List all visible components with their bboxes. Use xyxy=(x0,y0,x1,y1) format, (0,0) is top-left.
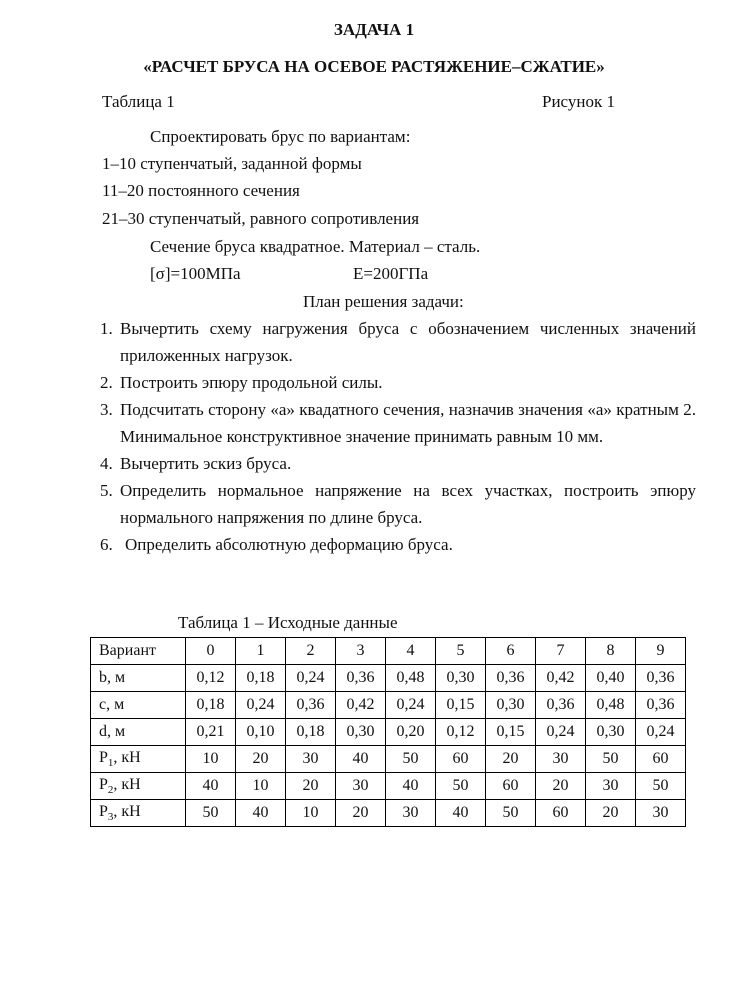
solution-steps xyxy=(100,315,696,558)
row-label-cell: b, м xyxy=(91,665,186,692)
header-label-cell: Вариант xyxy=(91,638,186,665)
step-number: 6. xyxy=(100,535,113,554)
value-cell: 0,18 xyxy=(186,692,236,719)
value-cell: 0,24 xyxy=(536,719,586,746)
label-subscript: 1 xyxy=(107,757,114,770)
table-row xyxy=(91,800,686,827)
variant-header-cell: 2 xyxy=(286,638,336,665)
table-header-row xyxy=(91,638,686,665)
value-cell: 20 xyxy=(486,746,536,773)
step-item xyxy=(100,450,696,477)
step-text: Подсчитать сторону «а» квадатного сечения, назначив значения «а» кратным 2. Минимальное конструктивное значение принимать равным 10 мм. xyxy=(120,400,696,446)
value-cell: 0,30 xyxy=(486,692,536,719)
label-symbol: P xyxy=(99,775,108,793)
material-line: Сечение бруса квадратное. Материал – сталь. xyxy=(150,237,481,256)
label-unit: , кН xyxy=(113,775,141,793)
value-cell: 60 xyxy=(486,773,536,800)
step-item xyxy=(100,396,696,450)
row-label-cell xyxy=(91,773,186,800)
variant-header-cell: 5 xyxy=(436,638,486,665)
step-number: 2. xyxy=(100,373,113,392)
step-number: 1. xyxy=(100,319,113,338)
step-item xyxy=(100,477,696,531)
value-cell: 40 xyxy=(386,773,436,800)
value-cell: 0,30 xyxy=(336,719,386,746)
step-item xyxy=(100,369,696,396)
value-cell: 20 xyxy=(286,773,336,800)
value-cell: 20 xyxy=(586,800,636,827)
value-cell: 0,24 xyxy=(386,692,436,719)
value-cell: 40 xyxy=(336,746,386,773)
figure-reference: Рисунок 1 xyxy=(542,92,615,111)
table-row xyxy=(91,665,686,692)
variant-header-cell: 3 xyxy=(336,638,386,665)
label-unit: , кН xyxy=(113,748,141,766)
value-cell: 0,24 xyxy=(636,719,686,746)
label-symbol: P xyxy=(99,802,108,820)
value-cell: 0,15 xyxy=(486,719,536,746)
variant-header-cell: 7 xyxy=(536,638,586,665)
value-cell: 50 xyxy=(636,773,686,800)
value-cell: 0,36 xyxy=(636,692,686,719)
value-cell: 10 xyxy=(236,773,286,800)
label-symbol: P xyxy=(99,748,108,766)
value-cell: 20 xyxy=(336,800,386,827)
value-cell: 0,20 xyxy=(386,719,436,746)
input-data-table xyxy=(90,637,686,827)
step-text: Вычертить эскиз бруса. xyxy=(120,454,292,473)
value-cell: 40 xyxy=(186,773,236,800)
value-cell: 40 xyxy=(236,800,286,827)
value-cell: 30 xyxy=(336,773,386,800)
step-text: Построить эпюру продольной силы. xyxy=(120,373,383,392)
variant-header-cell: 4 xyxy=(386,638,436,665)
intro-line-3: 11–20 постоянного сечения xyxy=(102,181,300,200)
value-cell: 0,48 xyxy=(386,665,436,692)
row-label-cell xyxy=(91,746,186,773)
value-cell: 0,42 xyxy=(336,692,386,719)
step-text: Вычертить схему нагружения бруса с обозначением численных значений приложенных нагрузок. xyxy=(120,319,696,365)
value-cell: 0,18 xyxy=(286,719,336,746)
row-label-cell xyxy=(91,800,186,827)
value-cell: 0,18 xyxy=(236,665,286,692)
variant-header-cell: 6 xyxy=(486,638,536,665)
value-cell: 30 xyxy=(586,773,636,800)
value-cell: 0,12 xyxy=(186,665,236,692)
table-row xyxy=(91,719,686,746)
value-cell: 0,36 xyxy=(536,692,586,719)
task-title: ЗАДАЧА 1 xyxy=(333,20,415,39)
value-cell: 30 xyxy=(636,800,686,827)
value-cell: 40 xyxy=(436,800,486,827)
intro-line-1: Спроектировать брус по вариантам: xyxy=(150,127,411,146)
task-subtitle: «РАСЧЕТ БРУСА НА ОСЕВОЕ РАСТЯЖЕНИЕ–СЖАТИЕ» xyxy=(143,57,605,76)
value-cell: 0,21 xyxy=(186,719,236,746)
variant-header-cell: 1 xyxy=(236,638,286,665)
step-number: 4. xyxy=(100,454,113,473)
label-unit: , кН xyxy=(113,802,141,820)
value-cell: 60 xyxy=(536,800,586,827)
value-cell: 20 xyxy=(236,746,286,773)
value-cell: 50 xyxy=(186,800,236,827)
variant-header-cell: 8 xyxy=(586,638,636,665)
allowable-stress: [σ]=100МПа xyxy=(150,264,241,283)
value-cell: 0,30 xyxy=(436,665,486,692)
value-cell: 50 xyxy=(486,800,536,827)
value-cell: 50 xyxy=(586,746,636,773)
row-label-cell: d, м xyxy=(91,719,186,746)
value-cell: 0,36 xyxy=(486,665,536,692)
value-cell: 0,36 xyxy=(336,665,386,692)
value-cell: 50 xyxy=(386,746,436,773)
table-caption: Таблица 1 – Исходные данные xyxy=(178,613,398,632)
table-reference: Таблица 1 xyxy=(102,92,175,111)
value-cell: 0,24 xyxy=(286,665,336,692)
step-number: 3. xyxy=(100,400,113,419)
step-item xyxy=(100,315,696,369)
table-row xyxy=(91,746,686,773)
value-cell: 60 xyxy=(636,746,686,773)
value-cell: 50 xyxy=(436,773,486,800)
value-cell: 30 xyxy=(286,746,336,773)
value-cell: 0,36 xyxy=(636,665,686,692)
value-cell: 30 xyxy=(536,746,586,773)
value-cell: 0,15 xyxy=(436,692,486,719)
value-cell: 30 xyxy=(386,800,436,827)
value-cell: 0,30 xyxy=(586,719,636,746)
value-cell: 10 xyxy=(186,746,236,773)
value-cell: 0,10 xyxy=(236,719,286,746)
value-cell: 20 xyxy=(536,773,586,800)
value-cell: 60 xyxy=(436,746,486,773)
intro-line-4: 21–30 ступенчатый, равного сопротивления xyxy=(102,209,420,228)
plan-title: План решения задачи: xyxy=(303,292,464,311)
step-text: Определить нормальное напряжение на всех участках, построить эпюру нормального напряжения по длине бруса. xyxy=(120,481,696,527)
value-cell: 10 xyxy=(286,800,336,827)
step-item xyxy=(100,531,696,558)
variant-header-cell: 0 xyxy=(186,638,236,665)
row-label-cell: c, м xyxy=(91,692,186,719)
table-row xyxy=(91,692,686,719)
elastic-modulus: Е=200ГПа xyxy=(353,264,429,283)
step-number: 5. xyxy=(100,481,113,500)
intro-line-2: 1–10 ступенчатый, заданной формы xyxy=(102,154,362,173)
value-cell: 0,48 xyxy=(586,692,636,719)
value-cell: 0,24 xyxy=(236,692,286,719)
value-cell: 0,12 xyxy=(436,719,486,746)
label-subscript: 2 xyxy=(107,784,114,797)
step-text: Определить абсолютную деформацию бруса. xyxy=(125,535,453,554)
label-subscript: 3 xyxy=(107,811,114,824)
table-row xyxy=(91,773,686,800)
value-cell: 0,36 xyxy=(286,692,336,719)
variant-header-cell: 9 xyxy=(636,638,686,665)
value-cell: 0,42 xyxy=(536,665,586,692)
value-cell: 0,40 xyxy=(586,665,636,692)
